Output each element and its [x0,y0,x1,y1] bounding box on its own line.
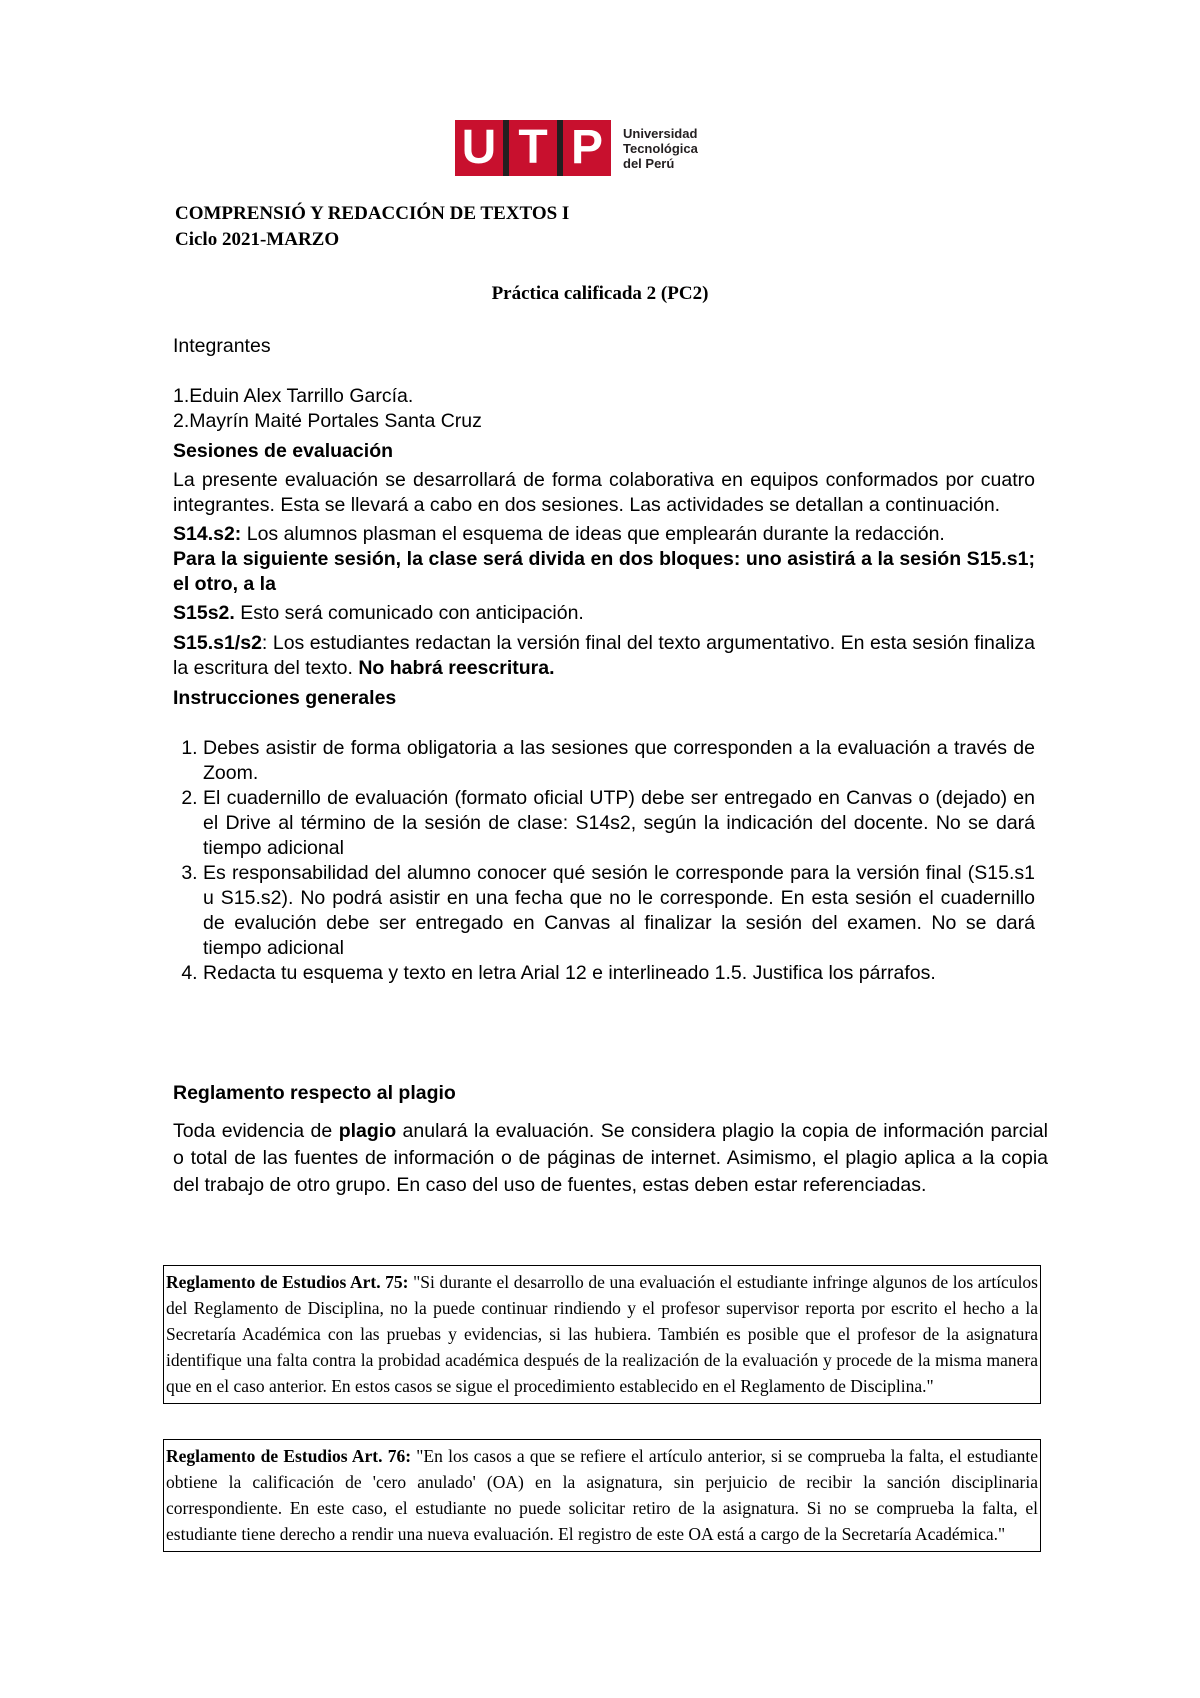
instruction-item: 1. Debes asistir de forma obligatoria a las sesiones que corresponden a la evaluación a través de Zoom. [203,736,1035,786]
logo-mark [455,120,611,176]
instructions-heading: Instrucciones generales [173,687,397,709]
logo-letter-p: P [563,120,611,176]
plagiarism-section [173,1081,1048,1199]
practice-title: Práctica calificada 2 (PC2) [491,283,709,304]
s15s2-label: S15s2. [173,602,235,624]
regulation-text: "Si durante el desarrollo de una evaluación el estudiante infringe algunos de los artículos del Reglamento de Disciplina, no la puede continuar rindiendo y el profesor supervisor reporta por escrito el hecho a la Secretaría Académica con las pruebas y evidencias, si las hubiera. También es posible que el profesor de la asignatura identifique una falta contra la probidad académica después de la realización de la evaluación y procede de la misma manera que en el caso anterior. En estos casos se sigue el procedimiento establecido en el Reglamento de Disciplina." [166,1272,1038,1396]
s14-label: S14.s2: [173,523,242,545]
course-title: COMPRENSIÓ Y REDACCIÓN DE TEXTOS I [175,203,570,224]
sessions-heading: Sesiones de evaluación [173,440,394,462]
regulation-label: Reglamento de Estudios Art. 75: [166,1272,409,1292]
sessions-section [173,439,1035,986]
s15s2-text: Esto será comunicado con anticipación. [234,602,584,624]
regulation-text: "En los casos a que se refiere el artículo anterior, si se comprueba la falta, el estudiante obtiene la calificación de 'cero anulado' (OA) en la asignatura, sin perjuicio de recibir la sanción disciplinaria correspondiente. En este caso, el estudiante no puede solicitar retiro de la asignatura. Si no se comprueba la falta, el estudiante tiene derecho a rendir una nueva evaluación. El registro de este OA está a cargo de la Secretaría Académica." [166,1446,1038,1544]
plagiarism-heading: Reglamento respecto al plagio [173,1082,456,1104]
regulation-label: Reglamento de Estudios Art. 76: [166,1446,412,1466]
s15-label: S15.s1/s2 [173,632,262,654]
instruction-item: 4. Redacta tu esquema y texto en letra Arial 12 e interlineado 1.5. Justifica los párrafos. [203,961,1035,986]
s15-text: : Los estudiantes redactan la versión final del texto argumentativo. En esta sesión finaliza la escritura del texto. [173,632,1035,679]
instructions-list [173,736,1035,986]
plagiarism-bold: plagio [338,1120,397,1142]
logo-letter-t: T [509,120,557,176]
s14-paragraph [173,522,1035,547]
cycle-label: Ciclo 2021-MARZO [175,229,340,250]
members-section [173,334,1035,434]
instruction-item: 2. El cuadernillo de evaluación (formato oficial UTP) debe ser entregado en Canvas o (dejado) en el Drive al término de la sesión de clase: S14s2, según la indicación del docente. No se dará tiempo adicional [203,786,1035,861]
sessions-intro: La presente evaluación se desarrollará de forma colaborativa en equipos conformados por cuatro integrantes. Esta se llevará a cabo en dos sesiones. Las actividades se detallan a continuación. [173,469,1035,516]
next-session-note: Para la siguiente sesión, la clase será divida en dos bloques: uno asistirá a la sesión S15.s1; el otro, a la [173,548,1035,595]
utp-logo [455,120,698,176]
s15-bold-end: No habrá reescritura. [358,657,555,679]
regulation-box-art75 [163,1265,1041,1404]
s15-paragraph [173,631,1035,681]
logo-letter-u: U [455,120,503,176]
s14-text: Los alumnos plasman el esquema de ideas que emplearán durante la redacción. [241,523,945,545]
regulation-box-art76 [163,1439,1041,1552]
member-item: 1.Eduin Alex Tarrillo García. [173,385,414,407]
plagiarism-text: Toda evidencia de plagio anulará la evaluación. Se considera plagio la copia de información parcial o total de las fuentes de información o de páginas de internet. Asimismo, el plagio aplica a la copia del trabajo de otro grupo. En caso del uso de fuentes, estas deben estar referenciadas. [173,1120,1048,1196]
member-item: 2.Mayrín Maité Portales Santa Cruz [173,410,482,432]
s15s2-paragraph [173,601,1035,626]
logo-wordmark: Universidad Tecnológica del Perú [623,125,698,171]
instruction-item: 3. Es responsabilidad del alumno conocer qué sesión le corresponde para la versión final (S15.s1 u S15.s2). No podrá asistir en una fecha que no le corresponde. En esta sesión el cuadernillo de evalución debe ser entregado en Canvas al finalizar la sesión del examen. No se dará tiempo adicional [203,861,1035,961]
members-label: Integrantes [173,335,271,357]
